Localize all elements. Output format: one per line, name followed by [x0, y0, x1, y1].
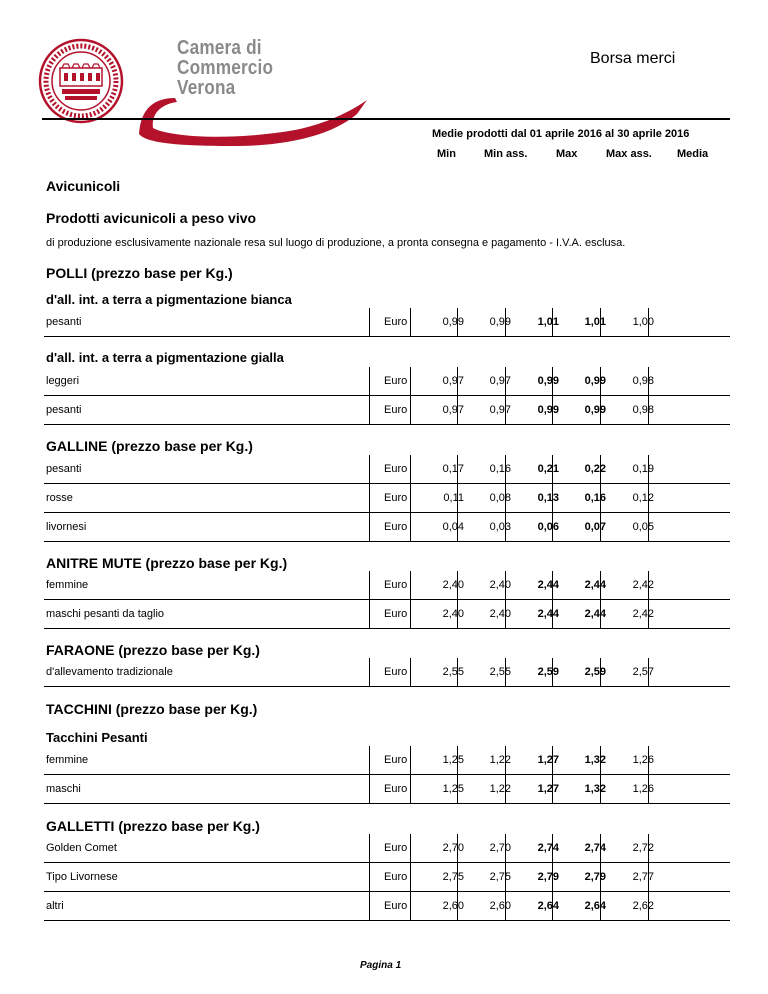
description: di produzione esclusivamente nazionale resa sul luogo di produzione, a pronta consegna e pagamento - I.V.A. esclusa. — [46, 237, 626, 249]
column-separator — [410, 367, 411, 395]
table-row — [44, 308, 730, 337]
min-ass-value: 0,16 — [489, 463, 511, 475]
max-value: 2,74 — [537, 842, 559, 854]
min-ass-value: 2,70 — [489, 842, 511, 854]
page-title: Borsa merci — [590, 50, 676, 67]
min-ass-value: 0,08 — [489, 492, 511, 504]
row-currency: Euro — [384, 842, 408, 854]
min-value: 2,40 — [442, 608, 464, 620]
table-row — [44, 571, 730, 600]
subsection-title: Prodotti avicunicoli a peso vivo — [46, 210, 257, 226]
max-value: 0,21 — [537, 463, 559, 475]
max-ass-value: 2,44 — [584, 608, 606, 620]
column-separator — [369, 571, 370, 599]
table-row — [44, 775, 730, 804]
max-ass-value: 2,74 — [584, 842, 606, 854]
row-label: altri — [46, 900, 64, 912]
row-currency: Euro — [384, 375, 408, 387]
max-ass-value: 1,32 — [584, 754, 606, 766]
min-ass-value: 1,22 — [489, 783, 511, 795]
max-ass-value: 0,99 — [584, 404, 606, 416]
max-ass-value: 0,16 — [584, 492, 606, 504]
table-row — [44, 892, 730, 921]
media-value: 0,05 — [632, 521, 654, 533]
row-currency: Euro — [384, 404, 408, 416]
group-heading: POLLI (prezzo base per Kg.) — [46, 265, 233, 281]
column-header-min: Min — [437, 148, 456, 160]
max-ass-value: 0,22 — [584, 463, 606, 475]
column-separator — [369, 600, 370, 628]
page-number: Pagina 1 — [360, 960, 402, 971]
row-currency: Euro — [384, 316, 408, 328]
group-heading: d'all. int. a terra a pigmentazione gialla — [46, 350, 284, 365]
row-currency: Euro — [384, 871, 408, 883]
row-currency: Euro — [384, 579, 408, 591]
column-separator — [369, 484, 370, 512]
table-row — [44, 484, 730, 513]
column-separator — [410, 455, 411, 483]
row-currency: Euro — [384, 521, 408, 533]
brand-line-2: Verona — [177, 77, 236, 99]
column-separator — [410, 746, 411, 774]
column-separator — [369, 308, 370, 336]
group-heading: ANITRE MUTE (prezzo base per Kg.) — [46, 555, 288, 571]
column-separator — [410, 892, 411, 920]
max-value: 2,64 — [537, 900, 559, 912]
column-header-max-ass: Max ass. — [606, 148, 652, 160]
media-value: 2,77 — [632, 871, 654, 883]
max-value: 0,99 — [537, 404, 559, 416]
group-heading: GALLETTI (prezzo base per Kg.) — [46, 818, 260, 834]
min-ass-value: 2,55 — [489, 666, 511, 678]
row-label: femmine — [46, 579, 89, 591]
max-value: 2,44 — [537, 579, 559, 591]
table-row — [44, 746, 730, 775]
brand-line-1: Camera di Commercio — [177, 37, 274, 79]
media-value: 2,57 — [632, 666, 654, 678]
period-heading: Medie prodotti dal 01 aprile 2016 al 30 aprile 2016 — [432, 128, 690, 140]
column-separator — [369, 513, 370, 541]
group-heading: d'all. int. a terra a pigmentazione bianca — [46, 292, 292, 307]
group-heading: TACCHINI (prezzo base per Kg.) — [46, 701, 258, 717]
row-currency: Euro — [384, 783, 408, 795]
column-separator — [369, 658, 370, 686]
row-label: femmine — [46, 754, 89, 766]
table-row — [44, 513, 730, 542]
media-value: 0,12 — [632, 492, 654, 504]
row-currency: Euro — [384, 666, 408, 678]
min-value: 2,75 — [442, 871, 464, 883]
row-label: maschi — [46, 783, 81, 795]
row-label: Golden Comet — [46, 842, 117, 854]
min-ass-value: 0,97 — [489, 404, 511, 416]
min-ass-value: 2,60 — [489, 900, 511, 912]
column-separator — [369, 367, 370, 395]
row-currency: Euro — [384, 900, 408, 912]
min-ass-value: 0,03 — [489, 521, 511, 533]
max-value: 2,44 — [537, 608, 559, 620]
min-value: 0,99 — [442, 316, 464, 328]
column-separator — [410, 396, 411, 424]
max-value: 0,13 — [537, 492, 559, 504]
max-value: 1,27 — [537, 754, 559, 766]
row-label: pesanti — [46, 463, 82, 475]
row-label: Tipo Livornese — [46, 871, 118, 883]
table-row — [44, 834, 730, 863]
min-value: 2,70 — [442, 842, 464, 854]
row-currency: Euro — [384, 754, 408, 766]
media-value: 0,19 — [632, 463, 654, 475]
row-currency: Euro — [384, 608, 408, 620]
min-value: 0,17 — [442, 463, 464, 475]
media-value: 0,98 — [632, 404, 654, 416]
column-separator — [369, 746, 370, 774]
max-value: 1,27 — [537, 783, 559, 795]
header-divider — [42, 118, 730, 120]
min-ass-value: 0,97 — [489, 375, 511, 387]
column-separator — [410, 600, 411, 628]
row-currency: Euro — [384, 492, 408, 504]
table-row — [44, 863, 730, 892]
max-value: 2,59 — [537, 666, 559, 678]
min-ass-value: 2,75 — [489, 871, 511, 883]
column-separator — [410, 571, 411, 599]
min-value: 2,60 — [442, 900, 464, 912]
max-value: 0,06 — [537, 521, 559, 533]
max-ass-value: 2,59 — [584, 666, 606, 678]
row-currency: Euro — [384, 463, 408, 475]
table-row — [44, 600, 730, 629]
min-value: 0,11 — [443, 492, 464, 504]
max-ass-value: 2,44 — [584, 579, 606, 591]
table-row — [44, 658, 730, 687]
column-separator — [369, 775, 370, 803]
section-title: Avicunicoli — [46, 178, 121, 194]
max-ass-value: 2,64 — [584, 900, 606, 912]
media-value: 0,98 — [632, 375, 654, 387]
column-separator — [369, 396, 370, 424]
chamber-brand — [135, 38, 375, 148]
chamber-seal-logo — [38, 38, 124, 124]
column-separator — [410, 513, 411, 541]
column-header-max: Max — [556, 148, 578, 160]
row-label: livornesi — [46, 521, 87, 533]
max-value: 1,01 — [537, 316, 559, 328]
min-ass-value: 2,40 — [489, 579, 511, 591]
media-value: 2,62 — [632, 900, 654, 912]
brand-swoosh — [135, 76, 375, 146]
table-row — [44, 455, 730, 484]
row-label: d'allevamento tradizionale — [46, 666, 173, 678]
row-label: rosse — [46, 492, 73, 504]
group-heading: Tacchini Pesanti — [46, 730, 148, 745]
min-value: 2,40 — [442, 579, 464, 591]
column-separator — [410, 308, 411, 336]
max-value: 2,79 — [537, 871, 559, 883]
column-separator — [410, 775, 411, 803]
column-separator — [369, 455, 370, 483]
max-ass-value: 2,79 — [584, 871, 606, 883]
column-header-media: Media — [677, 148, 709, 160]
group-heading: FARAONE (prezzo base per Kg.) — [46, 642, 260, 658]
media-value: 1,26 — [632, 783, 654, 795]
max-value: 0,99 — [537, 375, 559, 387]
row-label: pesanti — [46, 404, 82, 416]
row-label: pesanti — [46, 316, 82, 328]
min-value: 1,25 — [442, 754, 464, 766]
max-ass-value: 1,01 — [584, 316, 606, 328]
min-value: 1,25 — [442, 783, 464, 795]
max-ass-value: 1,32 — [584, 783, 606, 795]
table-row — [44, 367, 730, 396]
group-heading: GALLINE (prezzo base per Kg.) — [46, 438, 253, 454]
column-separator — [369, 834, 370, 862]
media-value: 1,26 — [632, 754, 654, 766]
column-separator — [410, 863, 411, 891]
row-label: maschi pesanti da taglio — [46, 608, 165, 620]
min-value: 2,55 — [442, 666, 464, 678]
max-ass-value: 0,99 — [584, 375, 606, 387]
row-label: leggeri — [46, 375, 80, 387]
min-ass-value: 1,22 — [489, 754, 511, 766]
min-value: 0,97 — [442, 404, 464, 416]
media-value: 2,42 — [632, 579, 654, 591]
min-ass-value: 0,99 — [489, 316, 511, 328]
table-row — [44, 396, 730, 425]
min-ass-value: 2,40 — [489, 608, 511, 620]
media-value: 2,72 — [632, 842, 654, 854]
min-value: 0,97 — [442, 375, 464, 387]
column-separator — [369, 863, 370, 891]
media-value: 2,42 — [632, 608, 654, 620]
column-header-min-ass: Min ass. — [484, 148, 528, 160]
column-separator — [410, 484, 411, 512]
column-separator — [410, 658, 411, 686]
max-ass-value: 0,07 — [584, 521, 606, 533]
min-value: 0,04 — [442, 521, 464, 533]
column-separator — [369, 892, 370, 920]
media-value: 1,00 — [632, 316, 654, 328]
column-separator — [410, 834, 411, 862]
